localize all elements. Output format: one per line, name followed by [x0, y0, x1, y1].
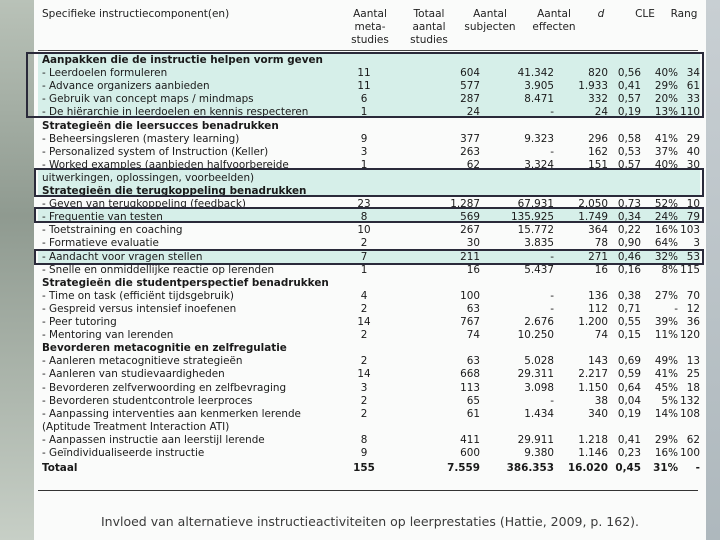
cell-subjects: 1.434 [524, 407, 554, 420]
cell-effects: 1.200 [578, 316, 608, 328]
row-label: Bevorderen metacognitie en zelfregulatie [42, 342, 287, 355]
row-label: - Gebruik van concept maps / mindmaps [42, 93, 254, 106]
cell-total: 65 [466, 394, 480, 407]
cell-rank: 70 [686, 289, 700, 302]
cell-rank: 120 [680, 329, 700, 342]
table-header [34, 0, 706, 48]
cell-rank: 13 [686, 355, 700, 368]
cell-cle: 11% [654, 329, 678, 342]
cell-effects: 1.150 [578, 381, 608, 394]
cell-subjects: 3.324 [524, 158, 554, 171]
cell-cle: 29% [654, 80, 678, 93]
row-label: - Worked examples (aanbieden halfvoorbereide [42, 158, 289, 171]
row-label: Aanpakken die de instructie helpen vorm geven [42, 54, 323, 66]
table-row [34, 421, 706, 434]
row-label: - Aanleren van studievaardigheden [42, 368, 225, 381]
row-label: - Mentoring van lerenden [42, 329, 174, 342]
cell-effects: 74 [594, 329, 608, 342]
cell-meta: 155 [353, 461, 375, 474]
cell-subjects: - [550, 106, 554, 119]
cell-total: 377 [460, 132, 480, 145]
cell-total: 61 [466, 407, 480, 420]
cell-cle: 13% [654, 106, 678, 119]
cell-cle: 14% [654, 407, 678, 420]
cell-rank: 30 [686, 158, 700, 171]
cell-cle: - [674, 302, 678, 315]
cell-d: 0,23 [617, 447, 641, 459]
cell-subjects: 3.835 [524, 237, 554, 250]
section-heading [34, 342, 706, 355]
cell-total: 100 [460, 289, 480, 302]
table-row [34, 434, 706, 447]
cell-effects: 162 [588, 145, 608, 158]
header-rule [38, 50, 698, 51]
header-component: Specifieke instructiecomponent(en) [42, 8, 230, 20]
cell-total: 211 [460, 250, 480, 263]
cell-subjects: - [550, 289, 554, 302]
row-label: uitwerkingen, oplossingen, voorbeelden) [42, 171, 255, 184]
cell-cle: 32% [654, 250, 678, 263]
cell-subjects: 5.437 [524, 263, 554, 276]
row-label: Strategieën die leersucces benadrukken [42, 119, 279, 132]
row-label: Strategieën die studentperspectief benadrukken [42, 276, 329, 289]
cell-subjects: - [550, 145, 554, 158]
cell-effects: 16 [594, 263, 608, 276]
cell-total: 62 [466, 158, 480, 171]
cell-rank: 34 [686, 67, 700, 80]
table-row [34, 224, 706, 237]
cell-cle: 24% [654, 211, 678, 224]
cell-subjects: 10.250 [517, 329, 554, 342]
cell-d: 0,90 [617, 237, 641, 250]
cell-rank: 61 [686, 80, 700, 93]
cell-rank: 132 [680, 394, 700, 407]
cell-effects: 332 [588, 93, 608, 106]
cell-effects: 2.217 [578, 368, 608, 381]
cell-total: 1.287 [450, 198, 480, 211]
row-label: - Geïndividualiseerde instructie [42, 447, 205, 459]
row-label: - Aandacht voor vragen stellen [42, 250, 203, 263]
row-label: - Geven van terugkoppeling (feedback) [42, 198, 246, 211]
cell-d: 0,71 [617, 302, 641, 315]
table-row [34, 303, 706, 316]
cell-meta: 11 [357, 80, 371, 93]
background-right [704, 0, 720, 540]
table-row [34, 355, 706, 368]
cell-meta: 2 [360, 394, 368, 407]
row-label: (Aptitude Treatment Interaction ATI) [42, 420, 230, 433]
cell-total: 63 [466, 355, 480, 368]
row-label: - Leerdoelen formuleren [42, 67, 168, 80]
table-row [34, 316, 706, 329]
cell-rank: 12 [686, 302, 700, 315]
row-label: - De hiërarchie in leerdoelen en kennis respecteren [42, 106, 309, 119]
cell-total: 16 [466, 263, 480, 276]
cell-total: 411 [460, 433, 480, 446]
cell-rank: 3 [693, 237, 700, 250]
cell-total: 74 [466, 329, 480, 342]
cell-effects: 2.050 [578, 198, 608, 211]
box-worked-examples [34, 168, 704, 197]
cell-d: 0,59 [617, 368, 641, 381]
cell-subjects: 41.342 [517, 67, 554, 80]
cell-subjects: 8.471 [524, 93, 554, 106]
table-row [34, 146, 706, 159]
cell-meta: 1 [360, 106, 368, 119]
cell-cle: 39% [654, 316, 678, 328]
cell-d: 0,55 [617, 316, 641, 328]
cell-meta: 14 [357, 368, 371, 381]
table-row [34, 264, 706, 277]
cell-cle: 49% [654, 355, 678, 368]
cell-effects: 38 [594, 394, 608, 407]
header-meta: Aantal meta- studies [351, 8, 389, 46]
cell-d: 0,19 [617, 407, 641, 420]
cell-meta: 4 [360, 289, 368, 302]
cell-meta: 2 [360, 355, 368, 368]
cell-subjects: 9.323 [524, 132, 554, 145]
cell-total: 604 [460, 67, 480, 80]
cell-cle: 27% [654, 289, 678, 302]
cell-meta: 14 [357, 316, 371, 328]
cell-subjects: - [550, 302, 554, 315]
cell-subjects: 29.911 [517, 433, 554, 446]
row-label: - Bevorderen zelfverwoording en zelfbevraging [42, 381, 287, 394]
cell-effects: 1.218 [578, 433, 608, 446]
cell-rank: 40 [686, 145, 700, 158]
cell-cle: 16% [654, 224, 678, 237]
cell-effects: 271 [588, 250, 608, 263]
row-label: - Toetstraining en coaching [42, 224, 183, 237]
cell-d: 0,64 [617, 381, 641, 394]
cell-subjects: - [550, 394, 554, 407]
row-label: Totaal [42, 461, 78, 474]
cell-d: 0,41 [617, 80, 641, 93]
cell-cle: 40% [654, 67, 678, 80]
row-label: - Gespreid versus intensief inoefenen [42, 302, 237, 315]
box-group1 [26, 52, 704, 118]
row-label: - Frequentie van testen [42, 211, 163, 224]
cell-total: 263 [460, 145, 480, 158]
cell-rank: 36 [686, 316, 700, 328]
cell-total: 767 [460, 316, 480, 328]
header-effects: Aantal effecten [532, 8, 576, 33]
cell-cle: 45% [654, 381, 678, 394]
cell-d: 0,45 [615, 461, 641, 474]
table-row [34, 290, 706, 303]
cell-total: 668 [460, 368, 480, 381]
cell-meta: 2 [360, 237, 368, 250]
row-label: - Advance organizers aanbieden [42, 80, 210, 93]
cell-rank: 100 [680, 447, 700, 459]
row-label: Strategieën die terugkoppeling benadrukken [42, 185, 307, 197]
cell-d: 0,34 [617, 211, 641, 224]
cell-effects: 151 [588, 158, 608, 171]
cell-cle: 16% [654, 447, 678, 459]
cell-subjects: 9.380 [524, 447, 554, 459]
cell-subjects: 386.353 [506, 461, 554, 474]
cell-meta: 9 [360, 447, 368, 459]
cell-subjects: 5.028 [524, 355, 554, 368]
header-subjects: Aantal subjecten [464, 8, 516, 33]
total-rule [38, 490, 698, 491]
cell-effects: 364 [588, 224, 608, 237]
cell-d: 0,16 [617, 263, 641, 276]
cell-d: 0,56 [617, 67, 641, 80]
cell-cle: 41% [654, 368, 678, 381]
cell-rank: 79 [686, 211, 700, 224]
cell-meta: 2 [360, 302, 368, 315]
cell-meta: 7 [360, 250, 368, 263]
cell-cle: 20% [654, 93, 678, 106]
cell-meta: 23 [357, 198, 371, 211]
table-row [34, 133, 706, 146]
cell-effects: 1.146 [578, 447, 608, 459]
cell-rank: 108 [680, 407, 700, 420]
cell-effects: 1.933 [578, 80, 608, 93]
cell-effects: 820 [588, 67, 608, 80]
table-sheet [34, 0, 706, 540]
cell-meta: 2 [360, 407, 368, 420]
cell-subjects: 15.772 [517, 224, 554, 237]
cell-effects: 16.020 [567, 461, 608, 474]
cell-cle: 52% [654, 198, 678, 211]
cell-effects: 136 [588, 289, 608, 302]
table-row [34, 408, 706, 421]
cell-subjects: 135.925 [511, 211, 554, 224]
cell-total: 113 [460, 381, 480, 394]
cell-cle: 31% [653, 461, 678, 474]
cell-total: 267 [460, 224, 480, 237]
table-row [34, 329, 706, 342]
cell-effects: 340 [588, 407, 608, 420]
cell-meta: 1 [360, 263, 368, 276]
cell-total: 63 [466, 302, 480, 315]
section-heading [34, 277, 706, 290]
cell-effects: 78 [594, 237, 608, 250]
cell-cle: 5% [661, 394, 678, 407]
header-total: Totaal aantal studies [410, 8, 448, 46]
cell-effects: 24 [594, 106, 608, 119]
cell-d: 0,53 [617, 145, 641, 158]
row-label: - Peer tutoring [42, 316, 117, 328]
cell-d: 0,19 [617, 106, 641, 119]
cell-total: 287 [460, 93, 480, 106]
header-rank: Rang [670, 8, 698, 20]
cell-d: 0,41 [617, 433, 641, 446]
table-row [34, 447, 706, 460]
row-label: - Beheersingsleren (mastery learning) [42, 132, 240, 145]
cell-subjects: 67.931 [517, 198, 554, 211]
cell-meta: 2 [360, 329, 368, 342]
cell-total: 577 [460, 80, 480, 93]
cell-subjects: 29.311 [517, 368, 554, 381]
cell-effects: 143 [588, 355, 608, 368]
cell-total: 7.559 [447, 461, 480, 474]
cell-d: 0,58 [617, 132, 641, 145]
cell-rank: 103 [680, 224, 700, 237]
header-d: d [597, 8, 605, 20]
cell-d: 0,46 [617, 250, 641, 263]
cell-cle: 8% [661, 263, 678, 276]
row-label: - Formatieve evaluatie [42, 237, 159, 250]
row-label: - Aanpassing interventies aan kenmerken lerende [42, 407, 301, 420]
cell-d: 0,38 [617, 289, 641, 302]
row-label: - Aanpassen instructie aan leerstijl lerende [42, 433, 265, 446]
cell-meta: 1 [360, 158, 368, 171]
table-row [34, 382, 706, 395]
table-caption: Invloed van alternatieve instructieactiviteiten op leerprestaties (Hattie, 2009, p. 162). [100, 514, 640, 529]
cell-subjects: - [550, 250, 554, 263]
cell-total: 30 [466, 237, 480, 250]
cell-rank: 29 [686, 132, 700, 145]
cell-cle: 29% [654, 433, 678, 446]
total-row [34, 462, 706, 475]
cell-d: 0,22 [617, 224, 641, 237]
table-row [34, 368, 706, 381]
cell-meta: 6 [360, 93, 368, 106]
row-label: - Personalized system of Instruction (Keller) [42, 145, 269, 158]
row-label: - Aanleren metacognitieve strategieën [42, 355, 243, 368]
cell-rank: - [695, 461, 700, 474]
cell-rank: 110 [680, 106, 700, 119]
cell-meta: 3 [360, 381, 368, 394]
header-cle: CLE [635, 8, 655, 20]
cell-total: 600 [460, 447, 480, 459]
cell-meta: 9 [360, 132, 368, 145]
cell-subjects: 3.098 [524, 381, 554, 394]
cell-meta: 8 [360, 433, 368, 446]
cell-effects: 1.749 [578, 211, 608, 224]
row-label: - Time on task (efficiënt tijdsgebruik) [42, 289, 234, 302]
cell-rank: 33 [686, 93, 700, 106]
section-heading [34, 120, 706, 133]
cell-rank: 25 [686, 368, 700, 381]
cell-effects: 112 [588, 302, 608, 315]
cell-d: 0,15 [617, 329, 641, 342]
cell-rank: 53 [686, 250, 700, 263]
cell-cle: 37% [654, 145, 678, 158]
cell-cle: 40% [654, 158, 678, 171]
cell-d: 0,57 [617, 93, 641, 106]
cell-rank: 10 [686, 198, 700, 211]
box-feedback [34, 207, 704, 223]
cell-cle: 41% [654, 132, 678, 145]
cell-d: 0,04 [617, 394, 641, 407]
cell-meta: 10 [357, 224, 371, 237]
cell-rank: 115 [680, 263, 700, 276]
box-formatieve [34, 249, 704, 265]
cell-d: 0,69 [617, 355, 641, 368]
table-row [34, 395, 706, 408]
cell-d: 0,57 [617, 158, 641, 171]
cell-cle: 64% [654, 237, 678, 250]
cell-rank: 62 [686, 433, 700, 446]
cell-subjects: 3.905 [524, 80, 554, 93]
row-label: - Bevorderen studentcontrole leerproces [42, 394, 253, 407]
cell-total: 24 [466, 106, 480, 119]
cell-effects: 296 [588, 132, 608, 145]
cell-meta: 3 [360, 145, 368, 158]
cell-total: 569 [460, 211, 480, 224]
cell-meta: 8 [360, 211, 368, 224]
cell-meta: 11 [357, 67, 371, 80]
cell-subjects: 2.676 [524, 316, 554, 328]
cell-d: 0,73 [617, 198, 641, 211]
cell-rank: 18 [686, 381, 700, 394]
row-label: - Snelle en onmiddellijke reactie op lerenden [42, 263, 275, 276]
